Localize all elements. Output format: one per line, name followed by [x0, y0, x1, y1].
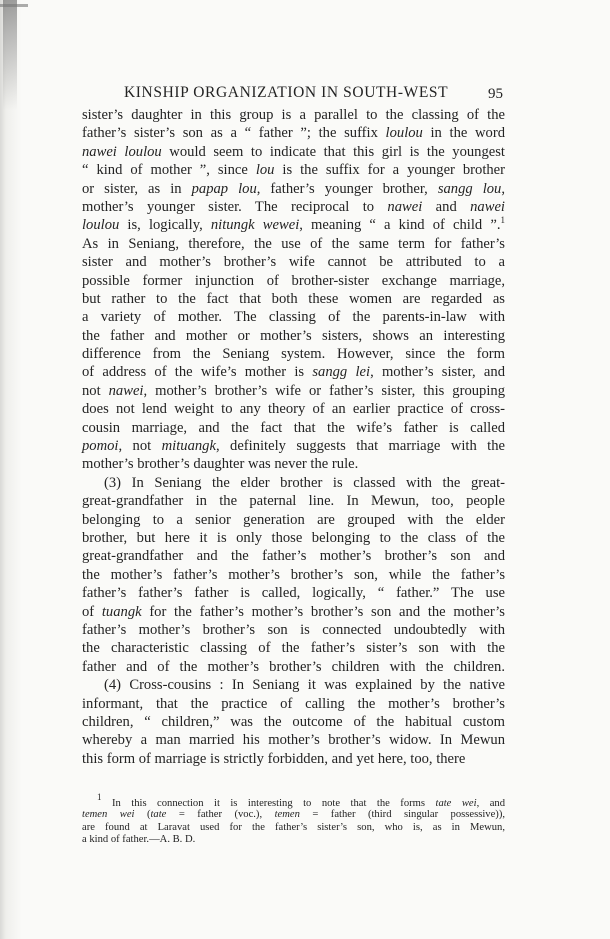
body-line: [82, 216, 505, 234]
text-run: a kind of father.—A. B. D.: [82, 834, 196, 846]
text-run: belonging to a senior generation are grouped with the elder: [82, 511, 505, 528]
body-line: [82, 308, 505, 326]
text-run: the father and mother or mother’s sisters, shows an interesting: [82, 327, 505, 344]
body-line: [82, 713, 505, 731]
italic-term: mituangk: [161, 438, 216, 455]
text-run: (: [134, 809, 151, 821]
text-run: father’s sister’s son as a “ father ”; the suffix: [82, 125, 386, 142]
text-run: As in Seniang, therefore, the use of the same term for father’s: [82, 235, 505, 252]
body-line: [82, 492, 505, 510]
italic-term: nawei: [470, 198, 505, 215]
text-run: possible former injunction of brother-sister exchange marriage,: [82, 272, 505, 289]
italic-term: papap lou: [191, 180, 257, 197]
body-line: [82, 419, 505, 437]
body-line: [82, 529, 505, 547]
text-run: , and: [476, 798, 505, 809]
italic-term: loulou: [385, 125, 423, 142]
body-line: [82, 327, 505, 345]
text-run: great-grandfather and the father’s mother’s brother’s son and: [82, 548, 505, 565]
body-text: [82, 106, 505, 768]
scan-mark: [0, 4, 28, 7]
text-run: father’s mother’s brother’s son is connected undoubtedly with: [82, 621, 505, 638]
text-run: “ kind of mother ”, since: [82, 162, 256, 179]
text-run: are found at Laravat used for the father’s sister’s son, who is, as in Mewun,: [82, 821, 505, 833]
text-run: father’s father’s father is called, logically, “ father.” The use: [82, 585, 505, 602]
body-line: [82, 161, 505, 179]
body-line: [82, 363, 505, 381]
page-number: 95: [488, 86, 503, 102]
footnote-line: [82, 809, 505, 821]
italic-term: temen: [274, 809, 300, 821]
body-line: [82, 639, 505, 657]
text-run: whereby a man married his mother’s brother’s widow. In Mewun: [82, 732, 505, 749]
body-line: [82, 695, 505, 713]
italic-term: nitungk wewei: [210, 217, 300, 234]
footnote-line: [82, 822, 505, 834]
scan-shadow: [3, 0, 17, 110]
italic-term: loulou: [82, 217, 120, 234]
body-line: [82, 455, 505, 473]
text-run: difference from the Seniang system. However, since the form: [82, 346, 505, 363]
text-run: the characteristic classing of the father’s sister’s son with the: [82, 640, 505, 657]
text-run: for the father’s mother’s brother’s son and the mother’s: [141, 603, 505, 620]
text-run: sister and mother’s brother’s wife cannot be attributed to a: [82, 254, 505, 271]
body-line: [82, 180, 505, 198]
text-run: (3) In Seniang the elder brother is classed with the great-: [104, 474, 505, 491]
text-run: mother’s brother’s daughter was never the rule.: [82, 456, 359, 473]
body-line: [82, 235, 505, 253]
body-line: [82, 272, 505, 290]
text-run: , meaning “ a kind of child ”.: [299, 217, 501, 234]
text-run: children, “ children,” was the outcome of the habitual custom: [82, 713, 505, 730]
body-line: [82, 400, 505, 418]
text-run: and: [422, 198, 471, 215]
italic-term: nawei loulou: [82, 143, 162, 160]
footnote-marker: 1: [97, 792, 102, 802]
text-run: , father’s younger brother,: [256, 180, 438, 197]
text-run: father and of the mother’s brother’s children with the children.: [82, 658, 505, 675]
text-run: but rather to the fact that both these women are regarded as: [82, 290, 505, 307]
page-binding-edge: [0, 0, 22, 939]
text-run: brother, but here it is only those belonging to the class of the: [82, 529, 505, 546]
text-run: is the suffix for a younger brother: [274, 162, 506, 179]
text-run: the mother’s father’s mother’s brother’s son, while the father’s: [82, 566, 505, 583]
body-line: [82, 603, 505, 621]
text-run: , definitely suggests that marriage with the: [215, 438, 506, 455]
text-run: great-grandfather in the paternal line. In Mewun, too, people: [82, 493, 505, 510]
text-run: mother’s younger sister. The reciprocal to: [82, 198, 388, 215]
italic-term: pomoi: [82, 438, 119, 455]
body-line: [82, 731, 505, 749]
text-run: , mother’s brother’s wife or father’s sister, this grouping: [143, 382, 506, 399]
body-line: [82, 676, 505, 694]
italic-term: lou: [255, 162, 275, 179]
italic-term: temen wei: [82, 809, 135, 821]
body-line: [82, 474, 505, 492]
italic-term: sangg lei: [312, 364, 371, 381]
text-run: In this connection it is interesting to note that the forms: [101, 798, 436, 809]
text-run: this form of marriage is strictly forbidden, and yet here, too, there: [82, 750, 466, 767]
footnote: [82, 792, 505, 847]
body-line: [82, 437, 505, 455]
body-line: [82, 290, 505, 308]
body-line: [82, 658, 505, 676]
text-run: ,: [501, 180, 505, 197]
italic-term: tate wei: [435, 798, 477, 809]
italic-term: nawei: [387, 198, 423, 215]
text-run: does not lend weight to any theory of an earlier practice of cross-: [82, 401, 505, 418]
body-line: [82, 584, 505, 602]
text-run: not: [82, 382, 109, 399]
text-run: informant, that the practice of calling the mother’s brother’s: [82, 695, 505, 712]
footnote-marker: 1: [500, 215, 505, 226]
italic-term: nawei: [108, 382, 144, 399]
text-run: of address of the wife’s mother is: [82, 364, 313, 381]
body-line: [82, 382, 505, 400]
text-run: = father (third singular possessive)),: [299, 809, 505, 821]
italic-term: tuangk: [101, 603, 142, 620]
text-run: = father (voc.),: [166, 809, 275, 821]
running-title: KINSHIP ORGANIZATION IN SOUTH-WEST: [124, 84, 449, 101]
body-line: [82, 547, 505, 565]
italic-term: sangg lou: [437, 180, 502, 197]
text-run: is, logically,: [119, 217, 211, 234]
body-line: [82, 345, 505, 363]
body-line: [82, 198, 505, 216]
body-line: [82, 106, 505, 124]
italic-term: tate: [150, 809, 167, 821]
text-run: or sister, as in: [82, 180, 192, 197]
text-run: would seem to indicate that this girl is the youngest: [161, 143, 505, 160]
body-line: [82, 253, 505, 271]
body-line: [82, 750, 505, 768]
running-header: [82, 84, 505, 104]
text-run: (4) Cross-cousins : In Seniang it was explained by the native: [104, 677, 505, 694]
text-run: cousin marriage, and the fact that the wife’s father is called: [82, 419, 505, 436]
text-run: , mother’s sister, and: [370, 364, 505, 381]
text-run: a variety of mother. The classing of the parents-in-law with: [82, 309, 505, 326]
text-run: of: [82, 603, 102, 620]
body-line: [82, 124, 505, 142]
body-line: [82, 511, 505, 529]
footnote-line: [82, 834, 505, 846]
body-line: [82, 566, 505, 584]
text-run: , not: [118, 438, 162, 455]
footnote-line: [82, 792, 505, 809]
text-run: in the word: [422, 125, 505, 142]
body-line: [82, 621, 505, 639]
body-line: [82, 143, 505, 161]
text-run: sister’s daughter in this group is a parallel to the classing of the: [82, 107, 505, 123]
